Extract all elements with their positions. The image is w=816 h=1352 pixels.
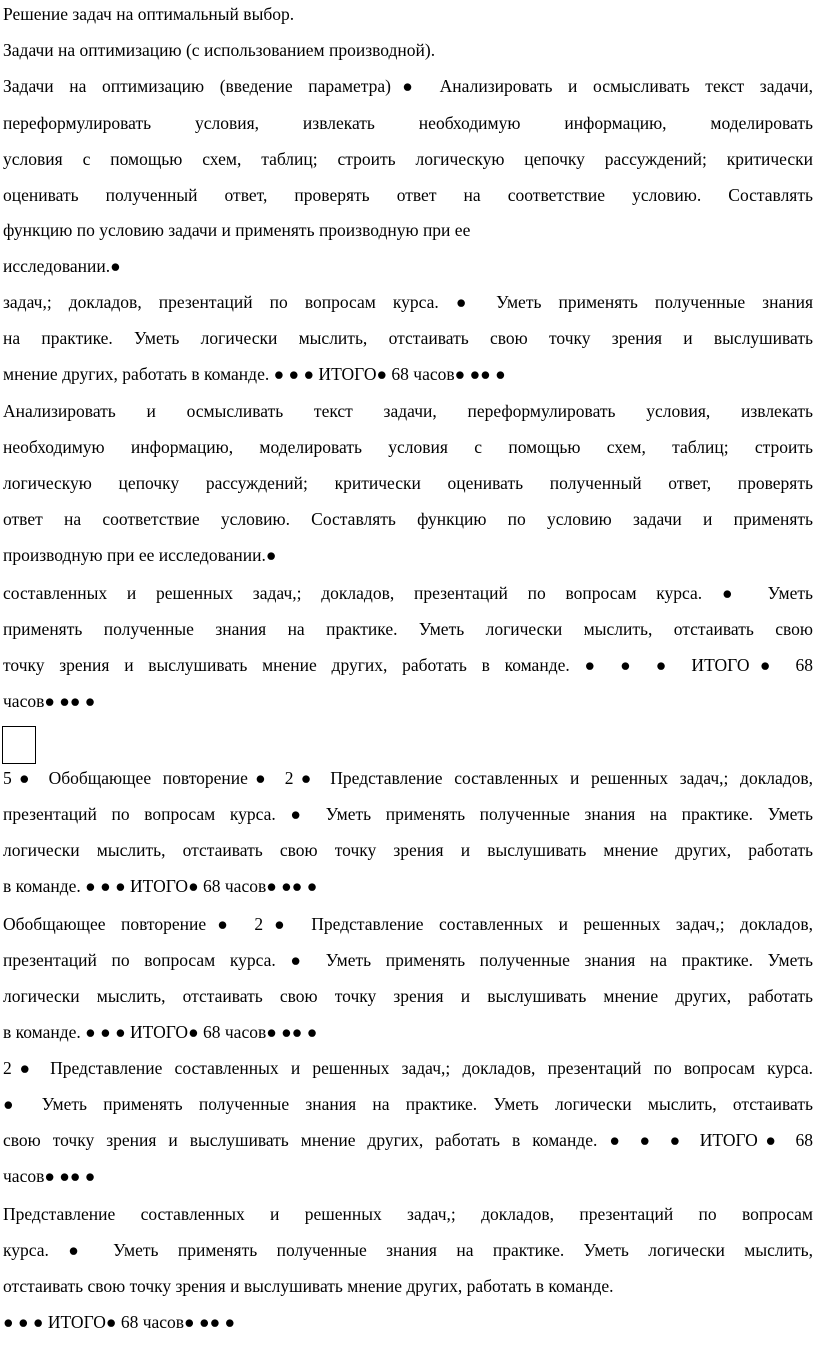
text-line: исследовании.●: [3, 256, 121, 276]
text-line: свою точку зрения и выслушивать мнение других, работать в команде. ● ● ● ИТОГО● 68: [3, 1130, 813, 1150]
text-line: производную при ее исследовании.●: [3, 545, 277, 565]
text-line: мнение других, работать в команде. ● ● ● ИТОГО● 68 часов● ●● ●: [3, 364, 506, 384]
text-line: в команде. ● ● ● ИТОГО● 68 часов● ●● ●: [3, 876, 318, 896]
text-line: применять полученные знания на практике. Уметь логически мыслить, отстаивать свою: [3, 619, 813, 639]
text-line: презентаций по вопросам курса. ● Уметь применять полученные знания на практике. Уметь: [3, 950, 813, 970]
text-line: логическую цепочку рассуждений; критически оценивать полученный ответ, проверять: [3, 473, 813, 493]
text-line: переформулировать условия, извлекать необходимую информацию, моделировать: [3, 113, 813, 133]
text-line: функцию по условию задачи и применять производную при ее: [3, 220, 471, 240]
text-line: 2● Представление составленных и решенных задач,; докладов, презентаций по вопросам курса.: [3, 1058, 813, 1078]
text-line: ● Уметь применять полученные знания на практике. Уметь логически мыслить, отстаивать: [3, 1094, 813, 1114]
text-line: оценивать полученный ответ, проверять ответ на соответствие условию. Составлять: [3, 185, 813, 205]
text-line: ответ на соответствие условию. Составлять функцию по условию задачи и применять: [3, 509, 813, 529]
text-line: составленных и решенных задач,; докладов, презентаций по вопросам курса. ● Уметь: [3, 583, 813, 603]
text-line: часов● ●● ●: [3, 691, 96, 711]
text-line: Решение задач на оптимальный выбор.: [3, 4, 295, 24]
text-line: логически мыслить, отстаивать свою точку зрения и выслушивать мнение других, работать: [3, 986, 813, 1006]
text-line: Анализировать и осмысливать текст задачи, переформулировать условия, извлекать: [3, 401, 813, 421]
text-line: отстаивать свою точку зрения и выслушивать мнение других, работать в команде.: [3, 1276, 614, 1296]
text-line: условия с помощью схем, таблиц; строить логическую цепочку рассуждений; критически: [3, 149, 813, 169]
text-line: курса. ● Уметь применять полученные знания на практике. Уметь логически мыслить,: [3, 1240, 813, 1260]
text-line: презентаций по вопросам курса. ● Уметь применять полученные знания на практике. Уметь: [3, 804, 813, 824]
text-line: 5● Обобщающее повторение● 2● Представление составленных и решенных задач,; докладов,: [3, 768, 813, 788]
text-line: логически мыслить, отстаивать свою точку зрения и выслушивать мнение других, работать: [3, 840, 813, 860]
text-line: в команде. ● ● ● ИТОГО● 68 часов● ●● ●: [3, 1022, 318, 1042]
text-line: ● ● ● ИТОГО● 68 часов● ●● ●: [3, 1312, 236, 1332]
text-line: точку зрения и выслушивать мнение других, работать в команде. ● ● ● ИТОГО● 68: [3, 655, 813, 675]
text-line: Задачи на оптимизацию (введение параметра)● Анализировать и осмысливать текст задачи,: [3, 76, 813, 96]
text-line: необходимую информацию, моделировать условия с помощью схем, таблиц; строить: [3, 437, 813, 457]
text-line: Обобщающее повторение● 2● Представление составленных и решенных задач,; докладов,: [3, 914, 813, 934]
text-line: на практике. Уметь логически мыслить, отстаивать свою точку зрения и выслушивать: [3, 328, 813, 348]
text-line: часов● ●● ●: [3, 1166, 96, 1186]
text-line: Задачи на оптимизацию (с использованием производной).: [3, 40, 436, 60]
empty-table-cell: [2, 726, 36, 764]
text-line: Представление составленных и решенных задач,; докладов, презентаций по вопросам: [3, 1204, 813, 1224]
text-line: задач,; докладов, презентаций по вопросам курса. ● Уметь применять полученные знания: [3, 292, 813, 312]
